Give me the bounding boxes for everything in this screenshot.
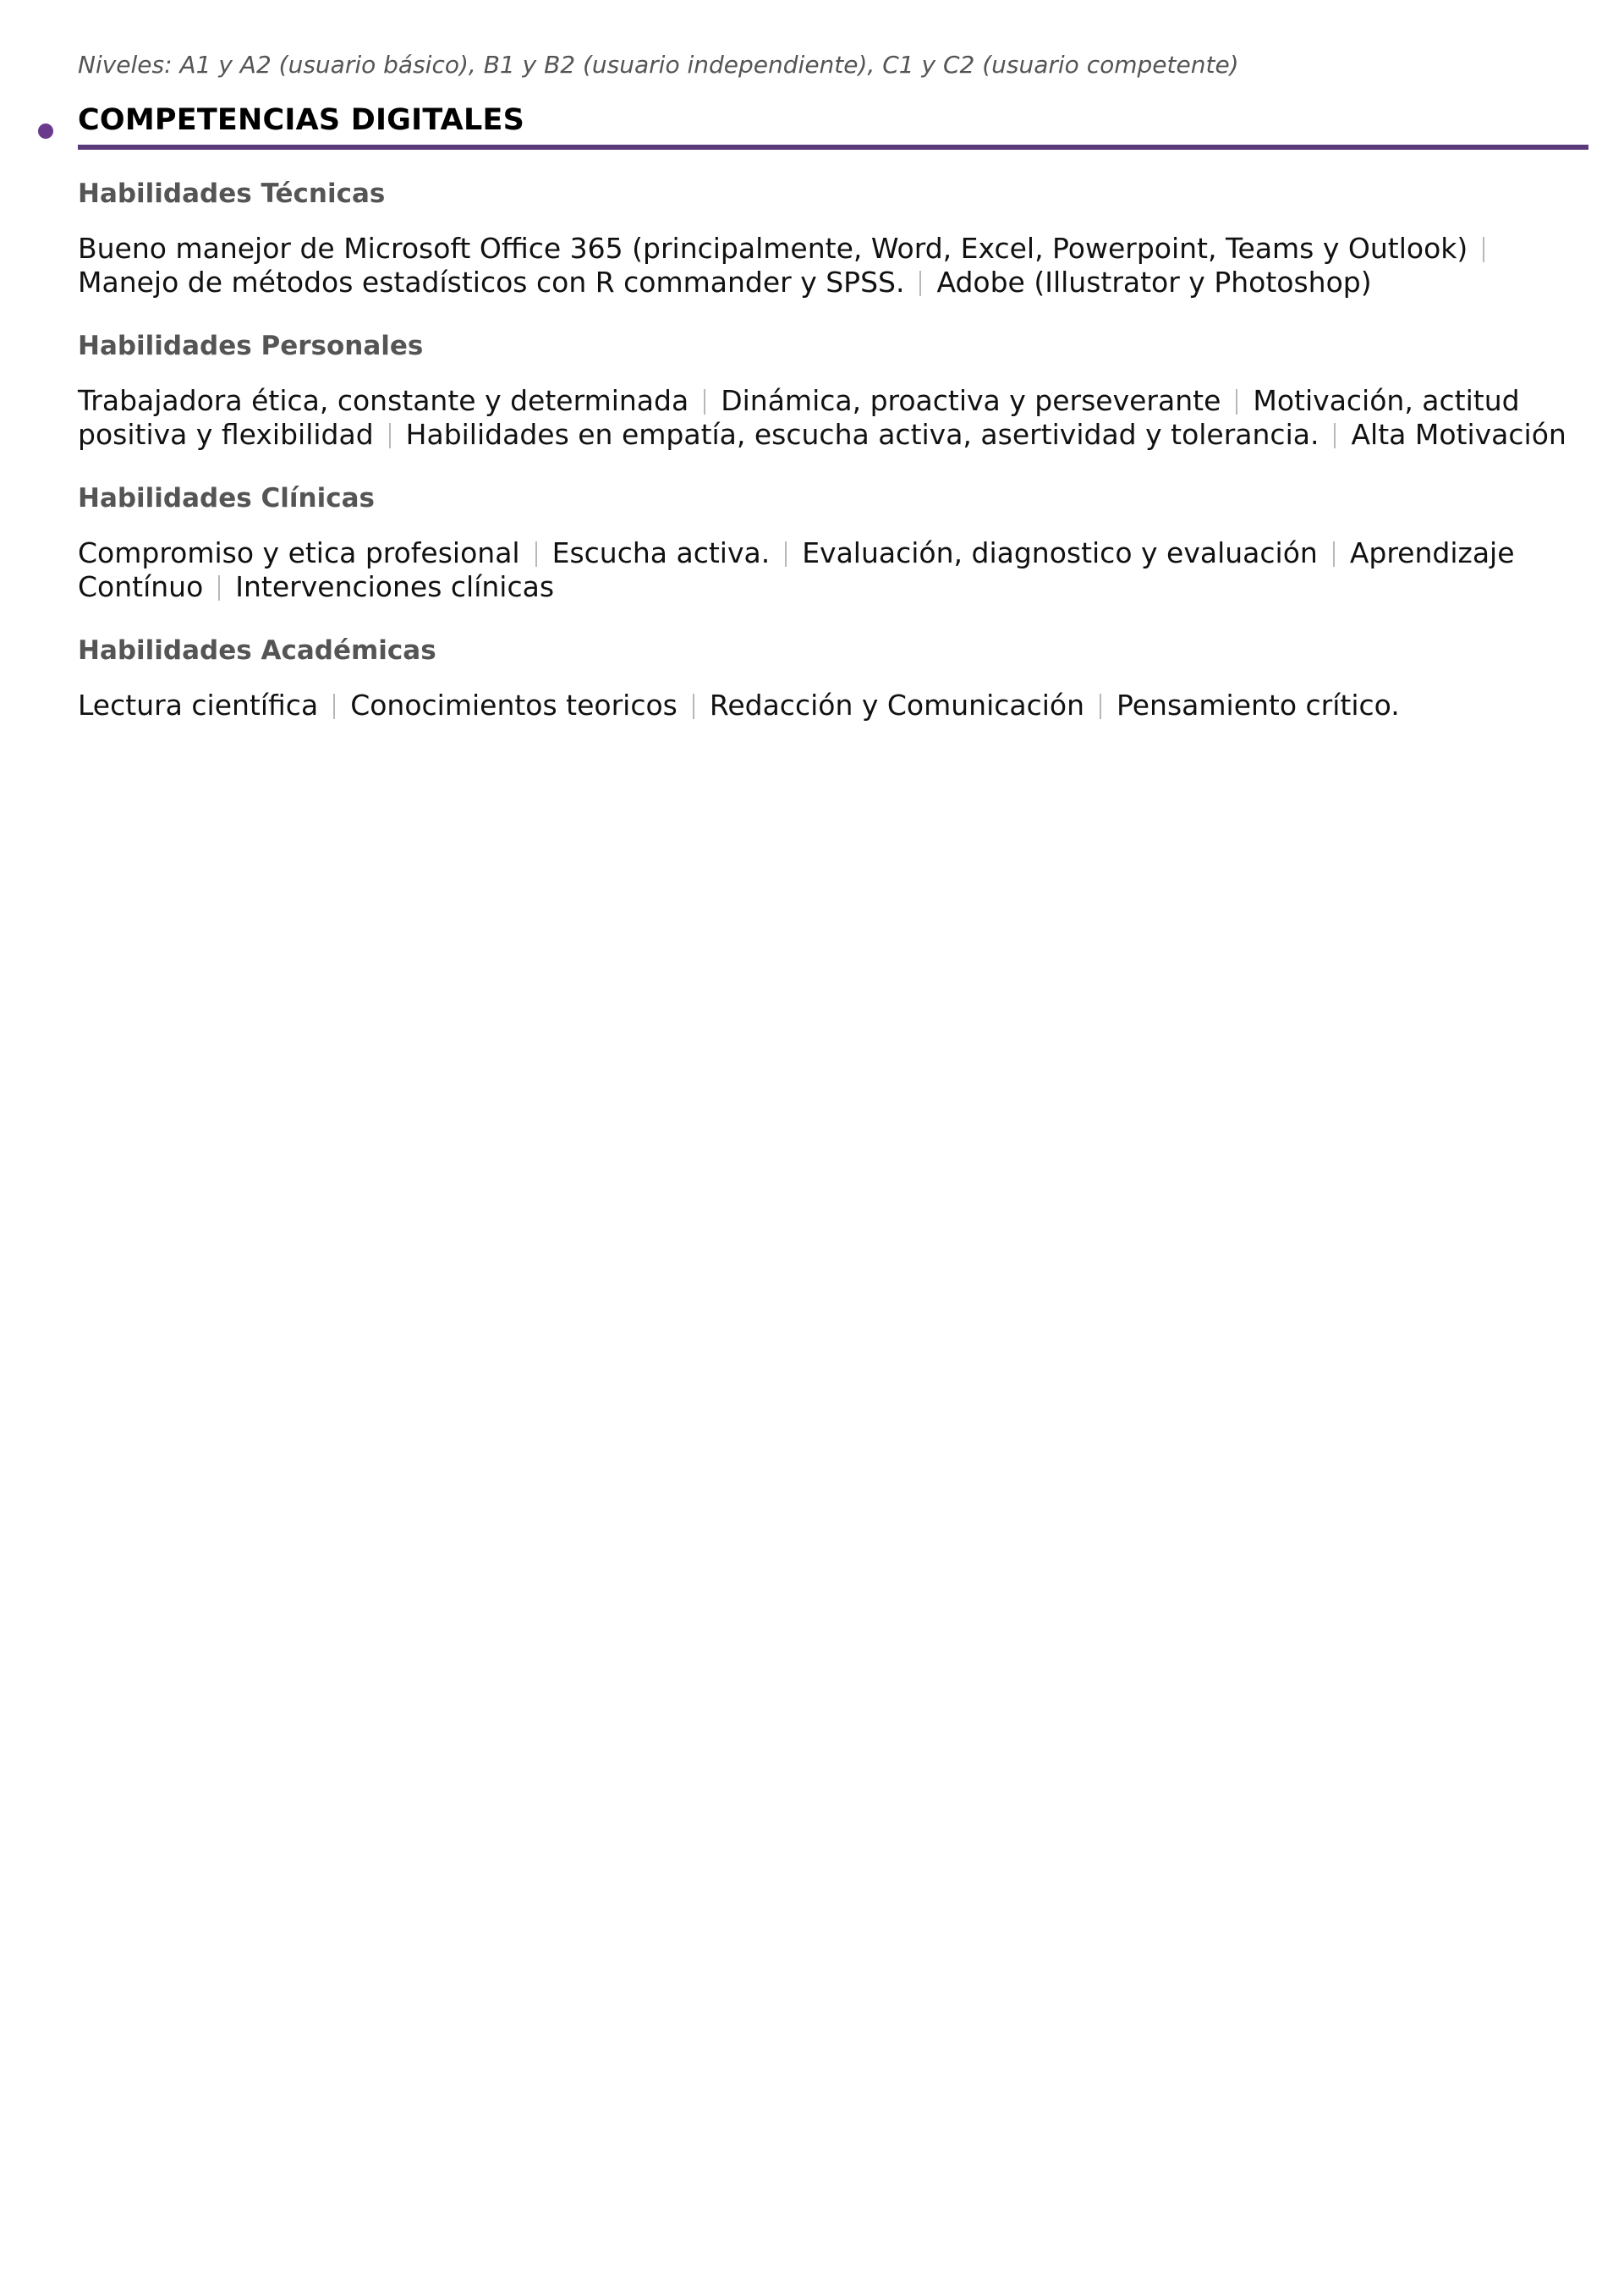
- skill-group-items: [78, 384, 1588, 452]
- skill-item: Pensamiento crítico.: [1116, 689, 1400, 722]
- skill-group-title: Habilidades Clínicas: [78, 483, 375, 514]
- skill-group-items: [78, 232, 1588, 299]
- skill-group-items: [78, 536, 1588, 604]
- item-separator: [389, 423, 391, 448]
- skill-item: Habilidades en empatía, escucha activa, asertividad y tolerancia.: [405, 418, 1320, 451]
- item-separator: [1100, 694, 1101, 719]
- language-levels-note: Niveles: A1 y A2 (usuario básico), B1 y B2 (usuario independiente), C1 y C2 (usuario competente): [78, 51, 1239, 79]
- skill-item: Compromiso y etica profesional: [78, 536, 520, 569]
- skill-group-technical: [78, 173, 1588, 299]
- skill-group-items: [78, 689, 1588, 722]
- item-separator: [1333, 541, 1335, 567]
- skill-item: Adobe (Illustrator y Photoshop): [936, 266, 1372, 299]
- skill-item: Manejo de métodos estadísticos con R commander y SPSS.: [78, 266, 905, 299]
- item-separator: [1236, 389, 1237, 415]
- section-bullet-icon: [38, 124, 53, 139]
- item-separator: [785, 541, 787, 567]
- item-separator: [1483, 237, 1484, 262]
- item-separator: [704, 389, 705, 415]
- skill-group-title: Habilidades Personales: [78, 331, 424, 361]
- skill-item: Redacción y Comunicación: [709, 689, 1085, 722]
- item-separator: [919, 271, 921, 296]
- skill-group-title: Habilidades Académicas: [78, 635, 436, 666]
- skill-item: Lectura científica: [78, 689, 319, 722]
- item-separator: [693, 694, 694, 719]
- item-separator: [218, 575, 220, 601]
- skill-item: Trabajadora ética, constante y determinada: [78, 384, 689, 417]
- section-divider: [78, 145, 1588, 150]
- section-title: COMPETENCIAS DIGITALES: [78, 103, 524, 137]
- skill-item: Aprendizaje Contínuo: [78, 536, 1515, 603]
- skill-group-personal: [78, 325, 1588, 452]
- skill-item: Dinámica, proactiva y perseverante: [721, 384, 1221, 417]
- item-separator: [333, 694, 335, 719]
- skills-list: [78, 173, 1588, 748]
- skill-group-title: Habilidades Técnicas: [78, 179, 386, 209]
- skill-group-clinical: [78, 477, 1588, 604]
- skill-item: Conocimientos teoricos: [350, 689, 678, 722]
- item-separator: [535, 541, 537, 567]
- skill-item: Alta Motivación: [1351, 418, 1566, 451]
- skill-item: Escucha activa.: [551, 536, 771, 569]
- skill-item: Intervenciones clínicas: [235, 570, 555, 603]
- item-separator: [1334, 423, 1336, 448]
- skill-item: Bueno manejor de Microsoft Office 365 (principalmente, Word, Excel, Powerpoint, Teams y Outlook): [78, 232, 1468, 265]
- skill-item: Motivación, actitud positiva y flexibilidad: [78, 384, 1520, 451]
- skill-item: Evaluación, diagnostico y evaluación: [802, 536, 1318, 569]
- skill-group-academic: [78, 629, 1588, 722]
